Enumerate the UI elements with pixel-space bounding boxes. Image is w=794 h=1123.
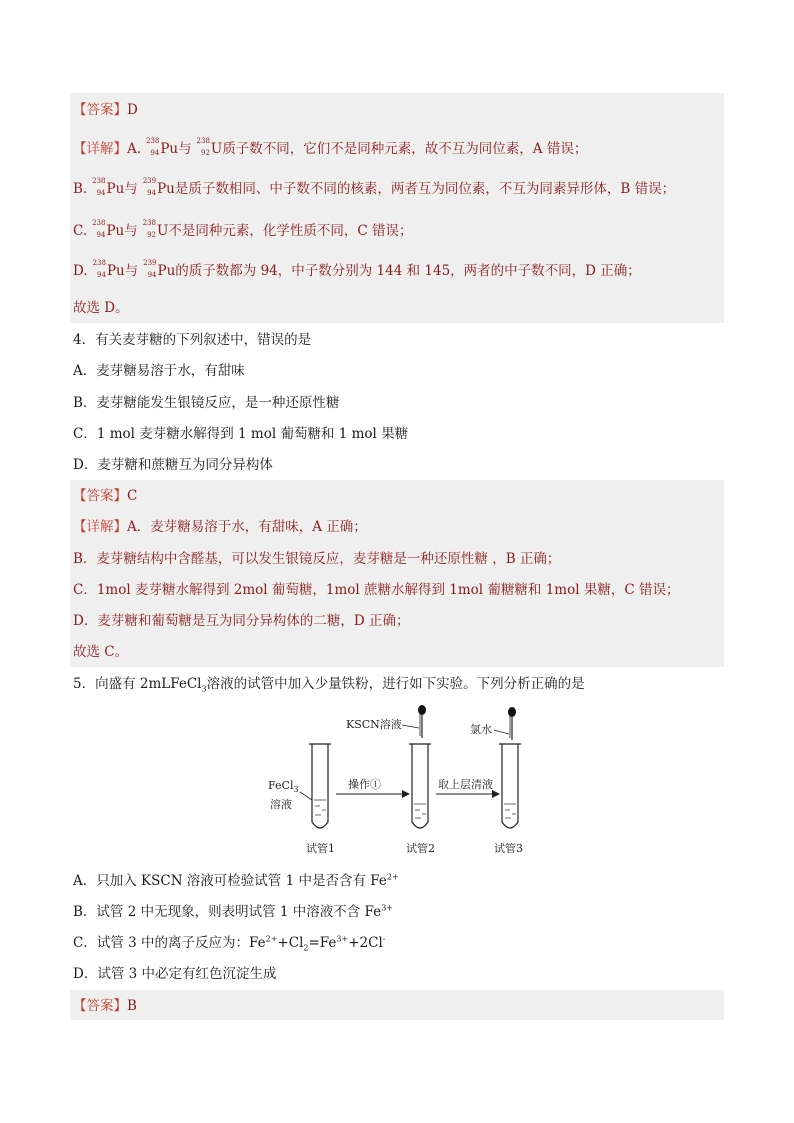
isotope-pu238: 238 94 <box>92 259 106 279</box>
isotope-u238: 238 92 <box>196 137 210 157</box>
tube-1-label: 试管1 <box>306 842 335 855</box>
detail-q4-c: C．1mol 麦芽糖水解得到 2mol 葡萄糖，1mol 蔗糖水解得到 1mol 葡糖糖和 1mol 果糖，C 错误； <box>73 582 680 598</box>
isotope-pu239: 239 94 <box>143 259 157 279</box>
question-4-option-b: B．麦芽糖能发生银镜反应，是一种还原性糖 <box>73 395 340 411</box>
question-5-option-c: C．试管 3 中的离子反应为：$Fe^{2+}+Cl_2=Fe^{3+}+2Cl^-$ <box>73 934 386 953</box>
answer-value: C <box>127 488 138 504</box>
detail-line-a: 【详解】A. 238 94 Pu与 238 92 U质子数不同，它们不是同种元素，故不互为同位素，A 错误； <box>73 137 588 157</box>
detail-line-c: C. 238 94 Pu与 238 92 U不是同种元素，化学性质不同，C 错误； <box>73 219 413 239</box>
question-4-option-d: D．麦芽糖和蔗糖互为同分异构体 <box>73 457 273 473</box>
experiment-diagram <box>250 700 550 860</box>
question-5-stem: 5．向盛有 2mLFeCl$_3$溶液的试管中加入少量铁粉，进行如下实验。下列分析正确的是 <box>73 676 585 694</box>
detail-line-d: D. 238 94 Pu与 239 94 Pu的质子数都为 94，中子数分别为 144 和 145，两者的中子数不同，D 正确； <box>73 259 641 279</box>
question-4-option-a: A．麦芽糖易溶于水，有甜味 <box>73 363 245 379</box>
question-5-option-b: B．试管 2 中无现象，则表明试管 1 中溶液不含 $Fe^{3+}$ <box>73 903 393 920</box>
answer-line-q3 <box>73 101 138 119</box>
answer-line-q4 <box>73 487 137 505</box>
detail-q4-a: 【详解】A．麦芽糖易溶于水，有甜味，A 正确； <box>73 519 367 535</box>
question-5-option-d: D．试管 3 中必定有红色沉淀生成 <box>73 966 277 982</box>
detail-tag: 【详解】 <box>73 141 127 157</box>
answer-block-3 <box>70 990 724 1020</box>
step-1-label: 操作① <box>348 778 381 791</box>
detail-line-b: B. 238 94 Pu与 239 94 Pu是质子数相同、中子数不同的核素，两者互为同位素，不互为同素异形体，B 错误； <box>73 177 676 197</box>
answer-tag: 【答案】 <box>73 488 127 504</box>
dropper-2 <box>508 707 516 740</box>
detail-tag: 【详解】 <box>73 519 127 535</box>
answer-tag: 【答案】 <box>73 998 127 1014</box>
question-5-option-a: A．只加入 KSCN 溶液可检验试管 1 中是否含有 $Fe^{2+}$ <box>73 872 399 889</box>
conclusion-q4: 故选 C。 <box>73 644 129 660</box>
answer-line-q5 <box>73 997 137 1015</box>
detail-q4-b: B．麦芽糖结构中含醛基，可以发生银镜反应，麦芽糖是一种还原性糖 ，B 正确； <box>73 551 561 567</box>
answer-tag: 【答案】 <box>73 102 127 118</box>
isotope-pu239: 239 94 <box>142 177 157 197</box>
dropper-1 <box>418 705 426 738</box>
test-tube-1 <box>309 744 331 828</box>
step-2-label: 取上层清液 <box>438 778 493 791</box>
answer-value: D <box>127 102 138 118</box>
test-tube-2 <box>409 744 431 828</box>
answer-block-2 <box>70 480 724 667</box>
detail-q4-d: D．麦芽糖和葡萄糖是互为同分异构体的二糖，D 正确； <box>73 613 410 629</box>
arrow-icon <box>492 790 500 798</box>
solution-label: 溶液 <box>270 798 292 811</box>
isotope-pu238: 238 94 <box>92 219 106 239</box>
isotope-pu238: 238 94 <box>92 177 106 197</box>
question-4-stem: 4．有关麦芽糖的下列叙述中，错误的是 <box>73 332 312 348</box>
arrow-icon <box>402 790 410 798</box>
answer-block-1 <box>70 93 724 323</box>
test-tube-3 <box>499 744 521 828</box>
tube-2-label: 试管2 <box>406 842 435 855</box>
tube-3-label: 试管3 <box>494 842 523 855</box>
answer-value: B <box>127 998 137 1014</box>
reagent-1-label: KSCN溶液 <box>346 718 402 731</box>
conclusion-q3: 故选 D。 <box>73 300 129 316</box>
question-4-option-c: C．1 mol 麦芽糖水解得到 1 mol 葡萄糖和 1 mol 果糖 <box>73 426 409 442</box>
fecl3-label: FeCl$_3$ <box>268 779 299 794</box>
reagent-2-label: 氯水 <box>470 723 492 736</box>
isotope-pu238: 238 94 <box>145 137 160 157</box>
isotope-u238: 238 92 <box>142 219 157 239</box>
